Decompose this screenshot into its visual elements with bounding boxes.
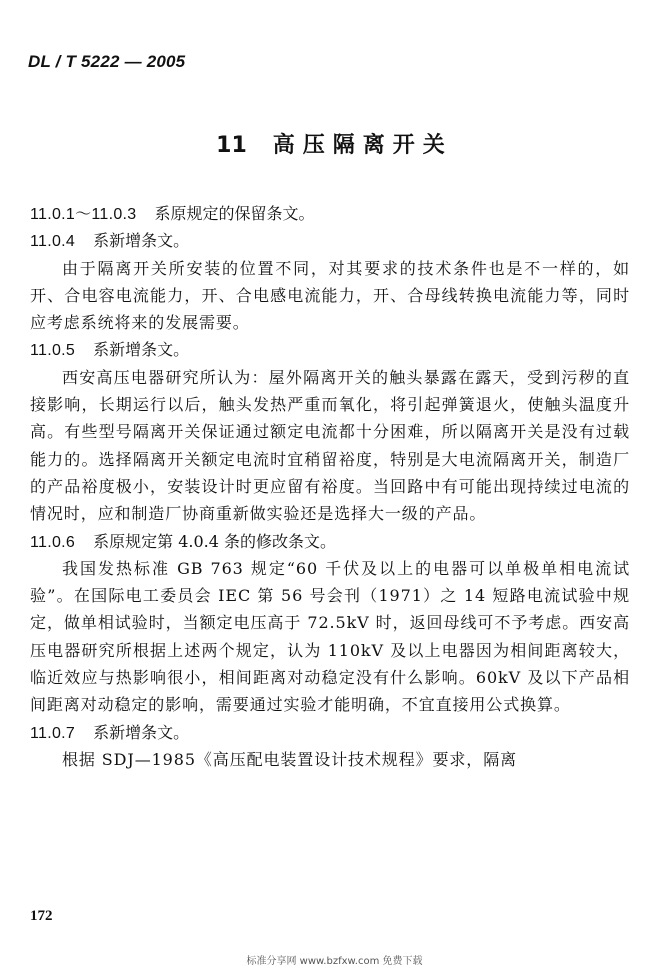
section-11-0-6-paragraph: [30, 555, 630, 719]
section-11-0-4-paragraph: [30, 255, 630, 337]
paragraph-text: 我国发热标准 GB 763 规定“60 千伏及以上的电器可以单极单相电流试验”。在国际电工委员会 IEC 第 56 号会刊（1971）之 14 短路电流试验中规定，做单相试验时，当额定电压高于 72.5kV 时，返回母线可不予考虑。西安高压电器研究所根据上述两个规定，认为 110kV 及以上电器因为相间距离较大，临近效应与热影响很小，相间距离对动稳定没有什么影响。60kV 及以下产品相间距离对动稳定的影响，需要通过实验才能明确，不宜直接用公式换算。: [30, 558, 630, 715]
section-11-0-5-paragraph: [30, 364, 630, 528]
section-11-0-1-3: [30, 200, 630, 227]
section-number: 11.0.7: [30, 724, 76, 742]
section-11-0-7-paragraph: [30, 746, 630, 773]
section-heading: 系新增条文。: [93, 340, 190, 360]
section-11-0-4: [30, 227, 630, 254]
section-11-0-7: [30, 719, 630, 746]
chapter-title: [0, 128, 669, 159]
section-heading: 系原规定第 4.0.4 条的修改条文。: [93, 531, 336, 551]
section-heading: 系原规定的保留条文。: [154, 204, 315, 223]
section-heading: 系新增条文。: [93, 722, 190, 742]
standard-code: DL / T 5222 — 2005: [28, 52, 186, 71]
section-11-0-6: [30, 528, 630, 555]
section-heading: 系新增条文。: [93, 231, 190, 251]
section-number: 11.0.4: [30, 233, 76, 251]
section-number: 11.0.1～11.0.3: [30, 206, 137, 223]
paragraph-text: 根据 SDJ—1985《高压配电装置设计技术规程》要求，隔离: [62, 749, 518, 769]
paragraph-text: 由于隔离开关所安装的位置不同，对其要求的技术条件也是不一样的，如开、合电容电流能力，开、合电感电流能力，开、合母线转换电流能力等，同时应考虑系统将来的发展需要。: [30, 258, 630, 333]
paragraph-text: 西安高压电器研究所认为：屋外隔离开关的触头暴露在露天，受到污秽的直接影响，长期运行以后，触头发热严重而氧化，将引起弹簧退火，使触头温度升高。有些型号隔离开关保证通过额定电流都十分困难，所以隔离开关是没有过载能力的。选择隔离开关额定电流时宜稍留裕度，特别是大电流隔离开关，制造厂的产品裕度极小，安装设计时更应留有裕度。当回路中有可能出现持续过电流的情况时，应和制造厂协商重新做实验还是选择大一级的产品。: [30, 367, 630, 524]
chapter-number: 11: [216, 133, 247, 158]
document-body: [30, 200, 630, 773]
section-number: 11.0.6: [30, 533, 76, 551]
section-number: 11.0.5: [30, 342, 76, 360]
section-11-0-5: [30, 336, 630, 363]
page-number: 172: [30, 908, 53, 924]
chapter-title-text: 高压隔离开关: [272, 133, 453, 158]
footer-watermark: 标准分享网 www.bzfxw.com 免费下载: [246, 956, 423, 967]
